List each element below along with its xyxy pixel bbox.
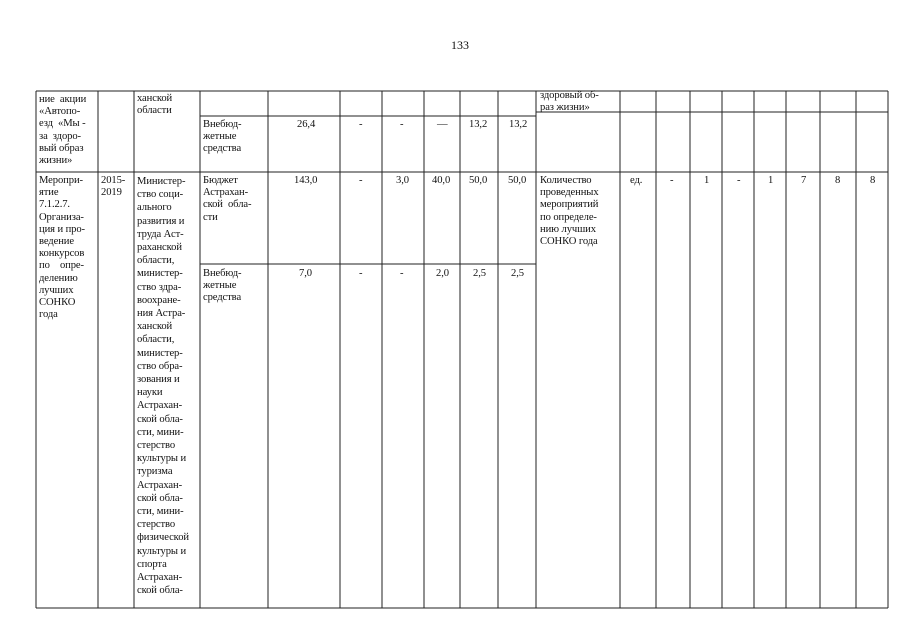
year-value: - <box>400 268 404 279</box>
year-value: - <box>359 268 363 279</box>
period: 2015- 2019 <box>101 175 126 199</box>
event-name: Меропри- ятие 7.1.2.7. Организа- ция и про- ведение конкурсов по опре- делению лучших СОНКО года <box>39 175 85 321</box>
indicator-value: 1 <box>704 175 710 186</box>
year-value: 13,2 <box>469 119 488 130</box>
total-budget: 143,0 <box>294 175 318 186</box>
indicator-value: 8 <box>870 175 876 186</box>
funding-source-extra-budget: Внебюд- жетные средства <box>203 268 242 304</box>
indicator-value: 1 <box>768 175 774 186</box>
year-value: 13,2 <box>509 119 528 130</box>
year-value: - <box>359 175 363 186</box>
funding-source-budget: Бюджет Астрахан- ской обла- сти <box>203 175 252 223</box>
executor-continued: ханской области <box>137 93 173 117</box>
total-extra-budget-top: 26,4 <box>297 119 316 130</box>
year-value: 2,0 <box>436 268 449 279</box>
year-value: 50,0 <box>469 175 488 186</box>
event-name-continued: ние акции «Автопо- езд «Мы - за здоро- вый образ жизни» <box>39 94 87 167</box>
indicator-value: 8 <box>835 175 841 186</box>
year-value: - <box>400 119 404 130</box>
unit: ед. <box>630 175 643 186</box>
year-value: - <box>359 119 363 130</box>
year-value: 2,5 <box>473 268 486 279</box>
year-value: 3,0 <box>396 175 409 186</box>
year-value: 2,5 <box>511 268 524 279</box>
year-value: 50,0 <box>508 175 527 186</box>
indicator-name: Количество проведенных мероприятий по определе- нию лучших СОНКО года <box>540 175 599 248</box>
indicator-continued: здоровый об- раз жизни» <box>540 90 599 114</box>
indicator-value: - <box>670 175 674 186</box>
year-value: 40,0 <box>432 175 451 186</box>
funding-source-extra-budget-top: Внебюд- жетные средства <box>203 119 242 155</box>
total-extra-budget: 7,0 <box>299 268 312 279</box>
page-number: 133 <box>451 38 469 52</box>
indicator-value: 7 <box>801 175 807 186</box>
year-value: — <box>437 119 448 130</box>
executor: Министер- ство соци- ального развития и труда Аст- раханской области, министер- ство здра- воохране- ния Астра- ханской области, министер- ство обра- зования и науки Астрахан- ской обла- сти, мини- стерство культуры и туризма Астрахан- ской обла- сти, мини- стерство физической культуры и спорта Астрахан- ской обла- <box>137 176 189 597</box>
indicator-value: - <box>737 175 741 186</box>
